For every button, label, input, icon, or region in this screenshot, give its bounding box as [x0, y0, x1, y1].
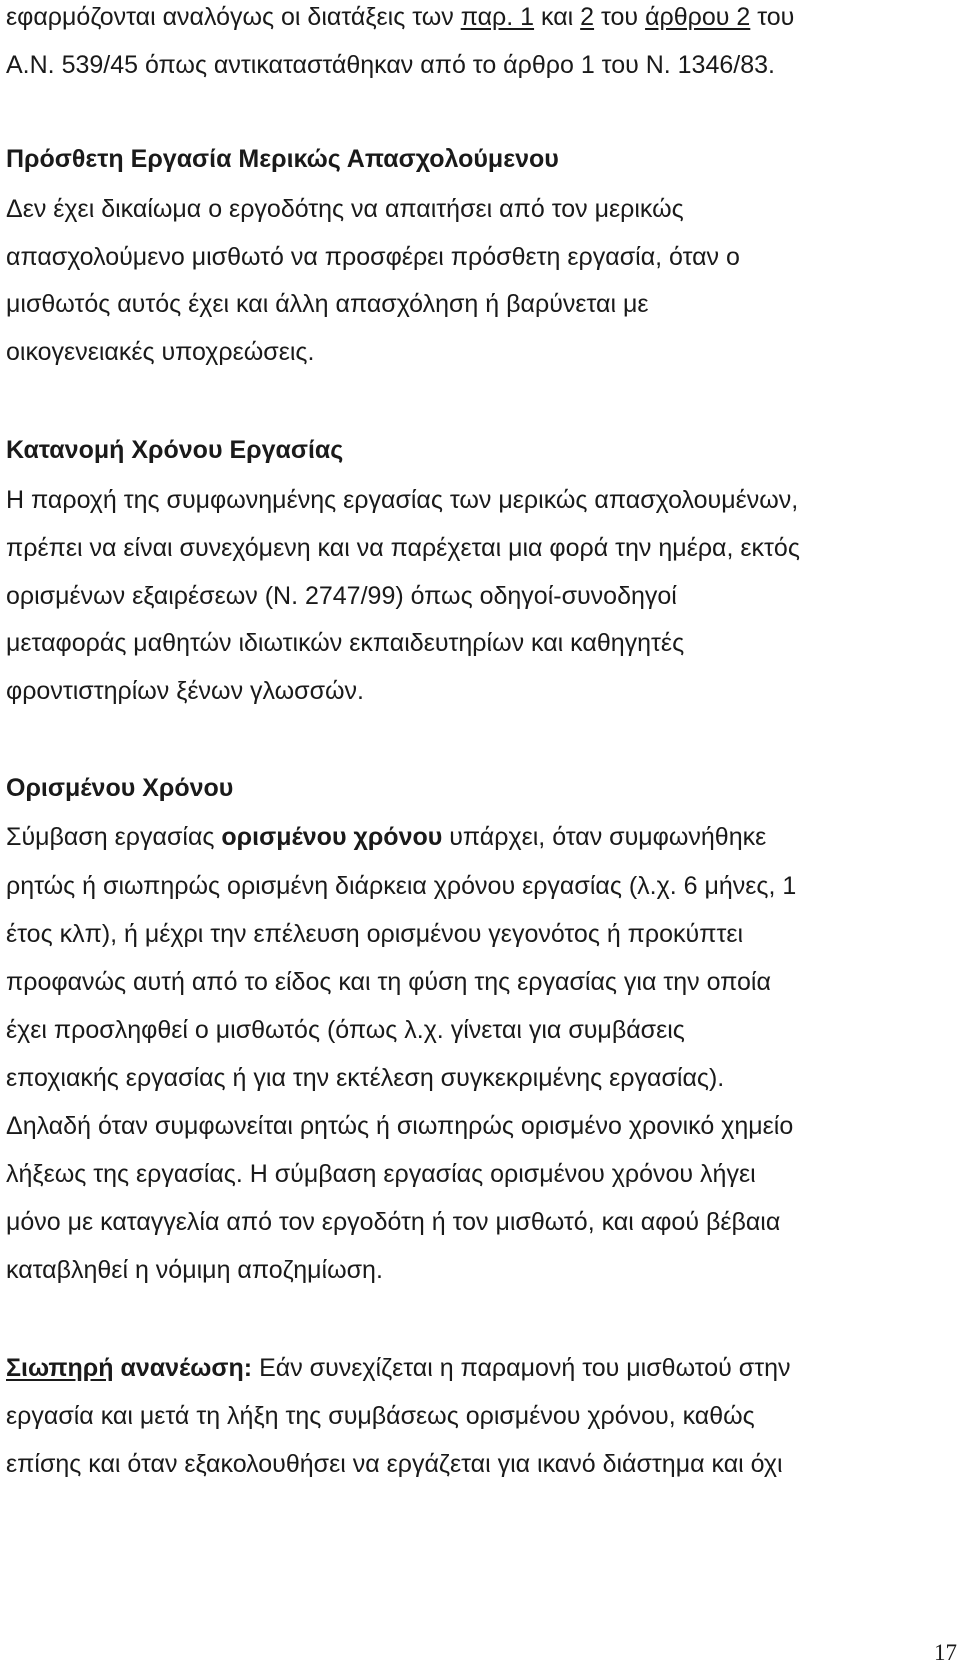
paragraph-line: φροντιστηρίων ξένων γλωσσών.: [6, 677, 364, 705]
paragraph-line: Δεν έχει δικαίωμα ο εργοδότης να απαιτήσει από τον μερικώς: [6, 195, 684, 223]
intro-text: του: [750, 3, 795, 31]
paragraph-line: ορισμένων εξαιρέσεων (Ν. 2747/99) όπως οδηγοί-συνοδηγοί: [6, 582, 677, 610]
intro-text: του: [594, 3, 646, 31]
paragraph-text: υπάρχει, όταν συμφωνήθηκε: [442, 823, 767, 851]
paragraph-line: επίσης και όταν εξακολουθήσει να εργάζεται για ικανό διάστημα και όχι: [6, 1450, 783, 1478]
tacit-renewal-first-line: [6, 1353, 791, 1383]
page-number: 17: [934, 1640, 957, 1665]
paragraph-line: οικογενειακές υποχρεώσεις.: [6, 338, 315, 366]
intro-text: και: [534, 3, 581, 31]
link-par-2[interactable]: 2: [580, 3, 595, 31]
term-heading-underlined: Σιωπηρή: [6, 1354, 114, 1382]
paragraph-line: μόνο με καταγγελία από τον εργοδότη ή τον μισθωτό, και αφού βέβαια: [6, 1208, 781, 1236]
paragraph-line: εργασία και μετά τη λήξη της συμβάσεως ορισμένου χρόνου, καθώς: [6, 1402, 755, 1430]
paragraph-line: έχει προσληφθεί ο μισθωτός (όπως λ.χ. γίνεται για συμβάσεις: [6, 1016, 685, 1044]
term-heading: ανανέωση:: [120, 1354, 253, 1382]
paragraph-line: έτος κλπ), ή μέχρι την επέλευση ορισμένου γεγονότος ή προκύπτει: [6, 920, 744, 948]
paragraph-line: ρητώς ή σιωπηρώς ορισμένη διάρκεια χρόνου εργασίας (λ.χ. 6 μήνες, 1: [6, 872, 797, 900]
paragraph-line: μεταφοράς μαθητών ιδιωτικών εκπαιδευτηρίων και καθηγητές: [6, 629, 685, 657]
paragraph-line: Δηλαδή όταν συμφωνείται ρητώς ή σιωπηρώς ορισμένο χρονικό χημείο: [6, 1112, 794, 1140]
intro-line-1: [6, 2, 794, 32]
paragraph-line: καταβληθεί η νόμιμη αποζημίωση.: [6, 1256, 383, 1284]
link-par-1[interactable]: παρ. 1: [460, 3, 535, 31]
paragraph-line: απασχολούμενο μισθωτό να προσφέρει πρόσθετη εργασία, όταν ο: [6, 243, 740, 271]
section-heading-time-allocation: Κατανομή Χρόνου Εργασίας: [6, 436, 344, 464]
link-article-2[interactable]: άρθρου 2: [645, 3, 751, 31]
section-heading-fixed-term: Ορισμένου Χρόνου: [6, 774, 234, 802]
intro-line-2: Α.Ν. 539/45 όπως αντικαταστάθηκαν από το άρθρο 1 του Ν. 1346/83.: [6, 51, 775, 79]
section-heading-part-time-extra: Πρόσθετη Εργασία Μερικώς Απασχολούμενου: [6, 145, 559, 173]
emphasis-text: ορισμένου χρόνου: [221, 823, 443, 851]
paragraph-line: λήξεως της εργασίας. Η σύμβαση εργασίας ορισμένου χρόνου λήγει: [6, 1160, 756, 1188]
intro-text: εφαρμόζονται αναλόγως οι διατάξεις των: [6, 3, 461, 31]
paragraph-line: εποχιακής εργασίας ή για την εκτέλεση συγκεκριμένης εργασίας).: [6, 1064, 725, 1092]
paragraph-line: μισθωτός αυτός έχει και άλλη απασχόληση ή βαρύνεται με: [6, 290, 649, 318]
paragraph-line: προφανώς αυτή από το είδος και τη φύση της εργασίας για την οποία: [6, 968, 771, 996]
paragraph-line: Η παροχή της συμφωνημένης εργασίας των μερικώς απασχολουμένων,: [6, 486, 799, 514]
paragraph-text: Σύμβαση εργασίας: [6, 823, 222, 851]
paragraph-text: Εάν συνεχίζεται η παραμονή του μισθωτού στην: [252, 1354, 791, 1382]
paragraph-line: πρέπει να είναι συνεχόμενη και να παρέχεται μια φορά την ημέρα, εκτός: [6, 534, 800, 562]
fixed-term-first-line: [6, 822, 766, 852]
